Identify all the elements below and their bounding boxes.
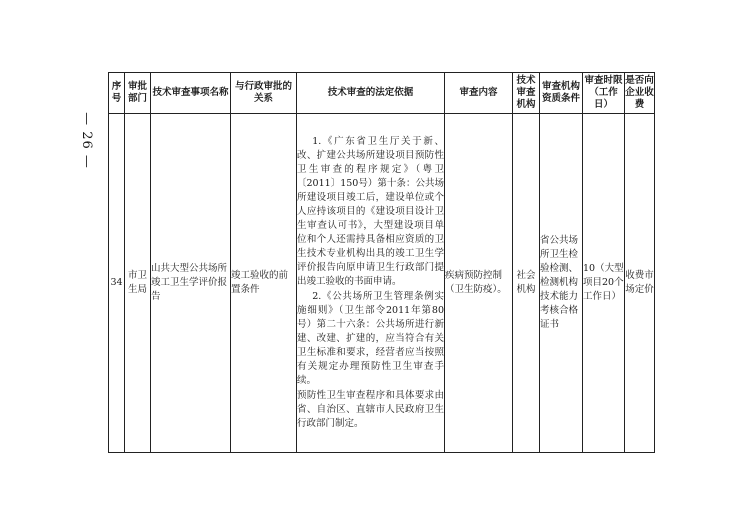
basis-paragraph-2: 2.《公共场所卫生管理条例实施细则》（卫生部令2011年第80号）第二十六条：公共场所进行新建、改建、扩建的，应当符合有关卫生标准和要求，经营者应当按照有关规定办理预防性卫生审查手续。: [297, 290, 444, 386]
cell-fee: 收费市场定价: [625, 114, 655, 453]
cell-basis: [297, 114, 445, 453]
header-content: 审查内容: [445, 73, 513, 114]
cell-dept: 市卫生局: [125, 114, 151, 453]
header-relation: 与行政审批的关系: [231, 73, 297, 114]
basis-paragraph-3: 预防性卫生审查程序和具体要求由省、自治区、直辖市人民政府卫生行政部门制定。: [297, 389, 444, 429]
header-fee: 是否向企业收费: [625, 73, 655, 114]
cell-content: 疾病预防控制（卫生防疫）。: [445, 114, 513, 453]
header-qualification: 审查机构资质条件: [540, 73, 583, 114]
cell-time-limit: 10（大型项目20个工作日）: [583, 114, 625, 453]
cell-qualification: 省公共场所卫生检验检测、检测机构技术能力考核合格证书: [540, 114, 583, 453]
cell-relation: 竣工验收的前置条件: [231, 114, 297, 453]
header-time-limit: 审查时限（工作日）: [583, 73, 625, 114]
header-seq: 序号: [109, 73, 125, 114]
review-table: [108, 72, 655, 453]
page-number: [78, 80, 94, 200]
cell-seq: 34: [109, 114, 125, 453]
page-number-text: — 26 —: [78, 111, 94, 169]
header-row: [109, 73, 655, 114]
basis-paragraph-1: 1.《广东省卫生厅关于新、改、扩建公共场所建设项目预防性卫生审查的程序规定》（粤卫〔2011〕150号）第十条：公共场所建设项目竣工后，建设单位或个人应持该项目的《建设项目设计卫生审查认可书》，大型建设项目单位和个人还需持具备相应资质的卫生技术专业机构出具的竣工卫生学评价报告向原申请卫生行政部门提出竣工验收的书面申请。: [297, 135, 444, 287]
table-row: [109, 114, 655, 453]
cell-org: 社会机构: [513, 114, 540, 453]
header-item-name: 技术审查事项名称: [151, 73, 231, 114]
header-org: 技术审查机构: [513, 73, 540, 114]
header-basis: 技术审查的法定依据: [297, 73, 445, 114]
header-dept: 审批部门: [125, 73, 151, 114]
cell-item-name: 山共大型公共场所竣工卫生学评价报告: [151, 114, 231, 453]
